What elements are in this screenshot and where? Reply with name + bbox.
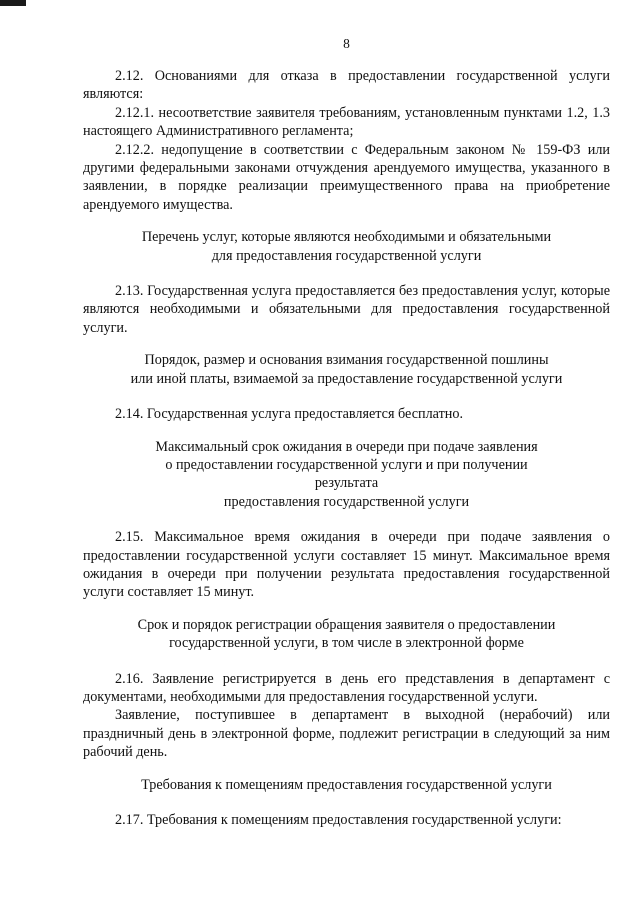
- paragraph-2-15: 2.15. Максимальное время ожидания в очереди при подаче заявления о предоставлении государственной услуги составляет 15 минут. Максимальное время ожидания в очереди при получении результата предоставления государственной услуги составляет 15 минут.: [83, 529, 610, 601]
- paragraph-2-12: 2.12. Основаниями для отказа в предоставлении государственной услуги являются:: [83, 68, 610, 103]
- heading-line: предоставления государственной услуги: [223, 493, 470, 510]
- page-number: 8: [343, 36, 350, 51]
- heading-line: государственной услуги, в том числе в электронной форме: [169, 635, 524, 652]
- section-heading-premises: [83, 776, 610, 794]
- paragraph-2-16: 2.16. Заявление регистрируется в день его представления в департамент с документами, необходимыми для предоставления государственной услуги.: [83, 670, 610, 705]
- section-heading-waiting-time: [83, 438, 610, 512]
- heading-line: о предоставлении государственной услуги и при получении: [165, 456, 528, 473]
- heading-line: Требования к помещениям предоставления государственной услуги: [141, 776, 552, 793]
- section-heading-registration: [83, 616, 610, 653]
- scan-edge-mark: [0, 0, 26, 6]
- paragraph-2-17: 2.17. Требования к помещениям предоставления государственной услуги:: [115, 812, 562, 828]
- heading-line: или иной платы, взимаемой за предоставление государственной услуги: [130, 370, 563, 387]
- section-heading-required-services: [83, 228, 610, 265]
- paragraph-2-12-2: 2.12.2. недопущение в соответствии с Федеральным законом № 159-ФЗ или другими федеральными законами отчуждения арендуемого имущества, указанного в заявлении, в порядке реализации преимущественного права на приобретение арендуемого имущества.: [83, 141, 610, 213]
- paragraph-2-16-continued: Заявление, поступившее в департамент в выходной (нерабочий) или праздничный день в электронной форме, подлежит регистрации в следующий за ним рабочий день.: [83, 707, 610, 761]
- document-page: [83, 36, 610, 829]
- paragraph-2-14: 2.14. Государственная услуга предоставляется бесплатно.: [115, 406, 464, 423]
- heading-line: Порядок, размер и основания взимания государственной пошлины: [144, 352, 549, 369]
- heading-line: результата: [314, 475, 379, 492]
- heading-line: Перечень услуг, которые являются необходимыми и обязательными: [141, 229, 552, 246]
- paragraph-2-13: 2.13. Государственная услуга предоставляется без предоставления услуг, которые являются необходимыми и обязательными для предоставления государственной услуги.: [83, 283, 610, 336]
- heading-line: для предоставления государственной услуги: [211, 247, 482, 264]
- section-heading-fee: [83, 351, 610, 388]
- heading-line: Максимальный срок ожидания в очереди при подаче заявления: [155, 438, 538, 455]
- paragraph-2-12-1: 2.12.1. несоответствие заявителя требованиям, установленным пунктами 1.2, 1.3 настоящего Административного регламента;: [83, 104, 610, 140]
- heading-line: Срок и порядок регистрации обращения заявителя о предоставлении: [137, 616, 556, 633]
